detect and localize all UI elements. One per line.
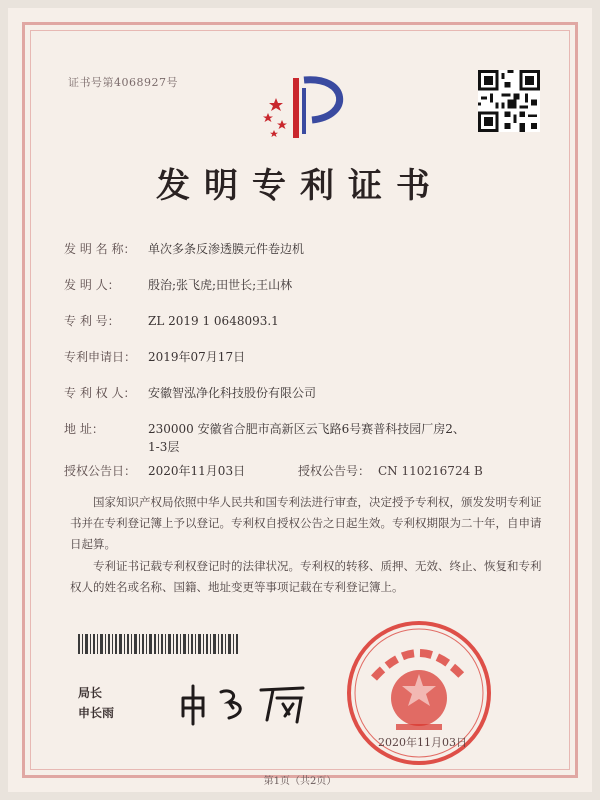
signer-title: 局长 bbox=[78, 686, 103, 700]
certificate-page bbox=[8, 8, 592, 792]
grant-date-row bbox=[64, 462, 245, 479]
patent-number-label: 专 利 号： bbox=[64, 314, 120, 328]
address-line-2: 1-3层 bbox=[148, 440, 180, 454]
signer-name: 申长雨 bbox=[78, 706, 115, 720]
patentee-row bbox=[64, 384, 316, 401]
certificate-title: 发明专利证书 bbox=[156, 166, 444, 206]
invention-name: 单次多条反渗透膜元件卷边机 bbox=[148, 242, 305, 256]
patent-number-row bbox=[64, 312, 279, 329]
grant-date-label: 授权公告日： bbox=[64, 464, 137, 478]
patent-number: ZL 2019 1 0648093.1 bbox=[148, 314, 279, 328]
filing-date-label: 专利申请日： bbox=[64, 350, 137, 364]
cnipa-logo-icon bbox=[256, 68, 366, 148]
invention-name-row bbox=[64, 240, 304, 257]
address-line-1: 230000 安徽省合肥市高新区云飞路6号赛普科技园厂房2、 bbox=[148, 422, 465, 436]
seal-date: 2020年11月03日 bbox=[378, 736, 467, 749]
barcode-icon bbox=[78, 634, 238, 654]
inventor-row bbox=[64, 276, 292, 293]
filing-date-row bbox=[64, 348, 245, 365]
patentee-label: 专 利 权 人： bbox=[64, 386, 136, 400]
invention-name-label: 发 明 名 称： bbox=[64, 242, 136, 256]
inventor-names: 殷治;张飞虎;田世长;王山林 bbox=[148, 278, 293, 292]
address-row-2 bbox=[148, 438, 179, 455]
certificate-number: 证书号第4068927号 bbox=[68, 76, 178, 89]
grant-number: CN 110216724 B bbox=[378, 464, 483, 478]
address-label: 地 址： bbox=[64, 422, 104, 436]
grant-date: 2020年11月03日 bbox=[148, 464, 246, 478]
qr-code-icon bbox=[478, 70, 540, 132]
handwritten-signature bbox=[173, 668, 323, 728]
grant-number-label: 授权公告号： bbox=[298, 464, 371, 478]
grant-statement: 国家知识产权局依照中华人民共和国专利法进行审查，决定授予专利权，颁发发明专利证书并在专利登记簿上予以登记。专利权自授权公告之日起生效。专利权期限为二十年，自申请日起算。 bbox=[70, 495, 542, 551]
patentee-name: 安徽智泓净化科技股份有限公司 bbox=[148, 386, 317, 400]
page-footer: 第1页（共2页） bbox=[263, 776, 337, 787]
legal-status-note: 专利证书记载专利权登记时的法律状况。专利权的转移、质押、无效、终止、恢复和专利权人的姓名或名称、国籍、地址变更等事项记载在专利登记簿上。 bbox=[70, 559, 542, 594]
inventor-label: 发 明 人： bbox=[64, 278, 120, 292]
grant-number-row bbox=[298, 462, 483, 479]
address-row bbox=[64, 420, 465, 437]
filing-date: 2019年07月17日 bbox=[148, 350, 246, 364]
